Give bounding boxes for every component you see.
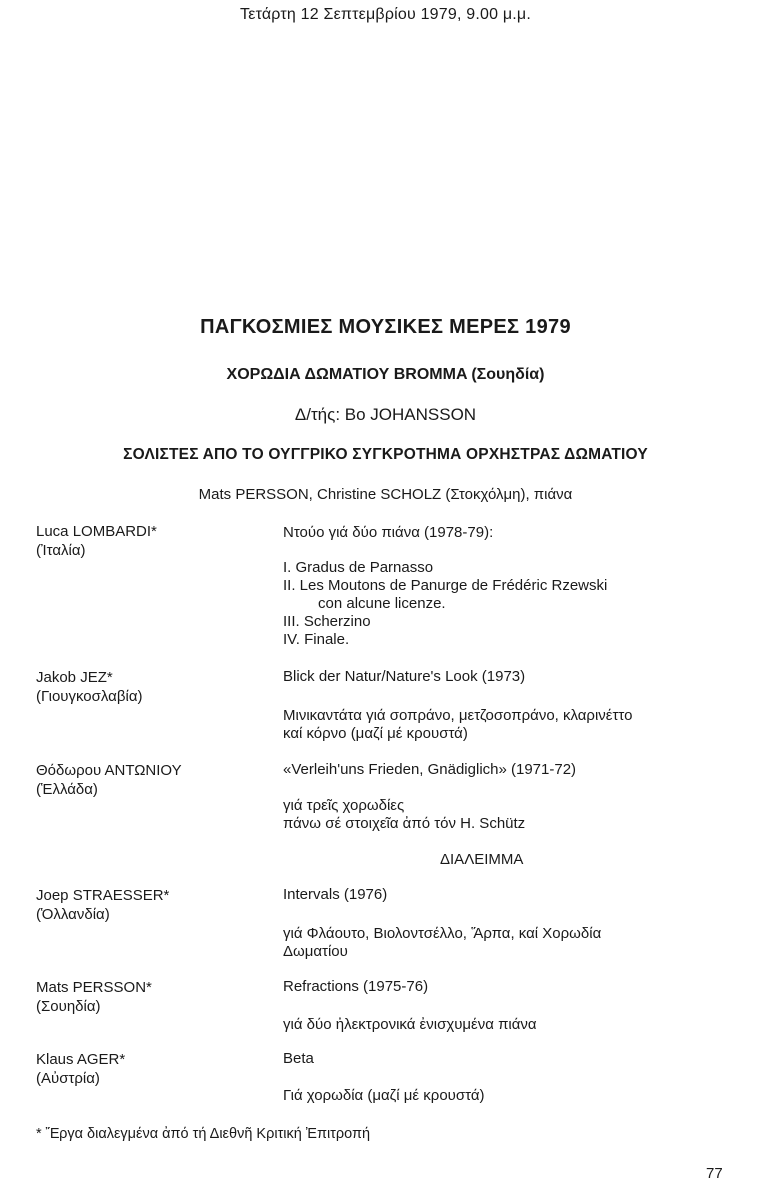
composer-country: (Ἰταλία) bbox=[36, 542, 86, 559]
movement-item: con alcune licenze. bbox=[318, 595, 446, 612]
composer-entry bbox=[36, 522, 157, 560]
composer-name: Luca LOMBARDI* bbox=[36, 523, 157, 540]
composer-entry bbox=[36, 761, 182, 799]
composer-entry bbox=[36, 668, 142, 706]
composer-name: Jakob JEZ* bbox=[36, 669, 113, 686]
work-description: Μινικαντάτα γιά σοπράνο, μετζοσοπράνο, κλαρινέττο καί κόρνο (μαζί μέ κρουστά) bbox=[283, 707, 633, 742]
movement-item: II. Les Moutons de Panurge de Frédéric Rzewski bbox=[283, 577, 608, 594]
festival-title: ΠΑΓΚΟΣΜΙΕΣ ΜΟΥΣΙΚΕΣ ΜΕΡΕΣ 1979 bbox=[200, 316, 571, 338]
work-description: γιά τρεῖς χορωδίες πάνω σέ στοιχεῖα ἀπό τόν H. Schütz bbox=[283, 797, 526, 832]
work-title: Blick der Natur/Nature's Look (1973) bbox=[283, 668, 526, 685]
composer-country: (Αὐστρία) bbox=[36, 1070, 100, 1087]
composer-country: (Σουηδία) bbox=[36, 998, 101, 1015]
work-title: «Verleih'uns Frieden, Gnädiglich» (1971-72) bbox=[283, 761, 577, 778]
movement-item: III. Scherzino bbox=[283, 613, 371, 630]
work-description: γιά δύο ἠλεκτρονικά ἐνισχυμένα πιάνα bbox=[283, 1016, 537, 1033]
composer-name: Klaus AGER* bbox=[36, 1051, 126, 1068]
soloists-title: ΣΟΛΙΣΤΕΣ ΑΠΟ ΤΟ ΟΥΓΓΡΙΚΟ ΣΥΓΚΡΟΤΗΜΑ ΟΡΧΗΣΤΡΑΣ ΔΩΜΑΤΙΟΥ bbox=[123, 446, 648, 463]
choir-title: ΧΟΡΩΔΙΑ ΔΩΜΑΤΙΟΥ BROMMA (Σουηδία) bbox=[226, 366, 545, 383]
work-title: Ντούο γιά δύο πιάνα (1978-79): bbox=[283, 524, 494, 541]
work-title: Beta bbox=[283, 1050, 314, 1067]
composer-country: (Γιουγκοσλαβία) bbox=[36, 688, 143, 705]
composer-name: Θόδωρου ΑΝΤΩΝΙΟΥ bbox=[36, 762, 182, 779]
composer-entry bbox=[36, 886, 169, 924]
conductor-line: Δ/τής: Bo JOHANSSON bbox=[294, 405, 477, 424]
composer-country: (Ἑλλάδα) bbox=[36, 781, 98, 798]
interlude-label: ΔΙΑΛΕΙΜΜΑ bbox=[440, 851, 524, 868]
footnote: * Ἔργα διαλεγμένα ἀπό τή Διεθνῆ Κριτική Ἐπιτροπή bbox=[36, 1126, 371, 1142]
movement-list bbox=[283, 559, 607, 649]
composer-country: (Ὁλλανδία) bbox=[36, 906, 110, 923]
work-entry bbox=[283, 524, 493, 542]
movement-item: I. Gradus de Parnasso bbox=[283, 559, 434, 576]
work-description: γιά Φλάουτο, Βιολοντσέλλο, Ἅρπα, καί Χορωδία Δωματίου bbox=[283, 925, 602, 960]
movement-item: IV. Finale. bbox=[283, 631, 350, 648]
composer-entry bbox=[36, 978, 152, 1016]
work-title: Refractions (1975-76) bbox=[283, 978, 429, 995]
composer-name: Joep STRAESSER* bbox=[36, 887, 170, 904]
composer-entry bbox=[36, 1050, 125, 1088]
work-title: Intervals (1976) bbox=[283, 886, 388, 903]
composer-name: Mats PERSSON* bbox=[36, 979, 152, 996]
page-number: 77 bbox=[706, 1165, 723, 1182]
pianists-line: Mats PERSSON, Christine SCHOLZ (Στοκχόλμη), πιάνα bbox=[198, 486, 573, 503]
concert-date: Τετάρτη 12 Σεπτεμβρίου 1979, 9.00 μ.μ. bbox=[240, 6, 531, 23]
work-description: Γιά χορωδία (μαζί μέ κρουστά) bbox=[283, 1087, 485, 1104]
